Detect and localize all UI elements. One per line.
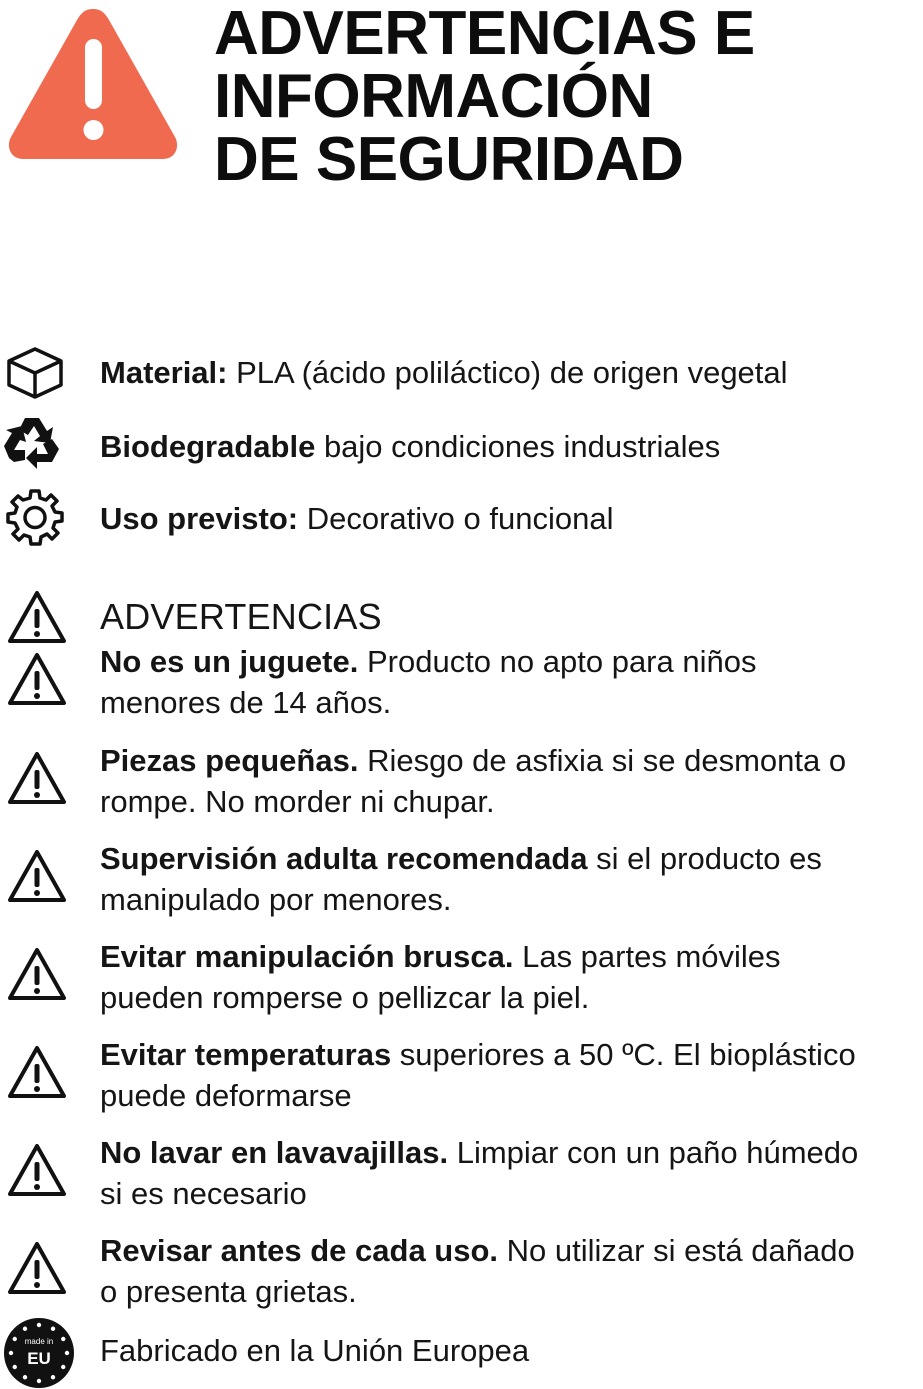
warning-text-continued: pueden romperse o pellizcar la piel. <box>100 980 590 1015</box>
badge-star <box>37 1323 41 1327</box>
recycle-icon <box>3 413 65 475</box>
badge-star <box>51 1327 55 1331</box>
warning-title: Evitar temperaturas <box>100 1037 392 1072</box>
warning-text: No utilizar si está dañado <box>498 1233 855 1268</box>
badge-star <box>65 1351 69 1355</box>
warning-text-continued: puede deformarse <box>100 1078 352 1113</box>
warning-item <box>100 838 822 920</box>
badge-star <box>61 1337 65 1341</box>
warning-item <box>100 641 756 723</box>
warning-item <box>100 936 781 1018</box>
warning-icon <box>6 1238 68 1300</box>
badge-star <box>23 1327 27 1331</box>
warning-icon <box>6 748 68 810</box>
warning-icon <box>6 944 68 1006</box>
footer-origin: Fabricado en la Unión Europea <box>100 1333 530 1368</box>
cube-icon <box>4 341 66 403</box>
warning-text-continued: rompe. No morder ni chupar. <box>100 784 495 819</box>
info-label: Material: <box>100 355 228 390</box>
hazard-warning-icon <box>5 3 181 163</box>
warning-title: Revisar antes de cada uso. <box>100 1233 499 1268</box>
info-value: bajo condiciones industriales <box>315 429 721 464</box>
warning-text: superiores a 50 ºC. El bioplástico <box>391 1037 856 1072</box>
warning-text-continued: manipulado por menores. <box>100 882 452 917</box>
badge-top-text: made in <box>24 1337 54 1346</box>
warning-text: Las partes móviles <box>513 939 781 974</box>
warning-icon <box>6 846 68 908</box>
warning-text: si el producto es <box>587 841 822 876</box>
warning-title: No es un juguete. <box>100 644 359 679</box>
badge-star <box>23 1375 27 1379</box>
title-line-1: ADVERTENCIAS E <box>214 0 755 68</box>
badge-star <box>61 1365 65 1369</box>
warnings-heading: ADVERTENCIAS <box>100 596 382 637</box>
info-label: Biodegradable <box>100 429 316 464</box>
info-row-usage <box>100 498 613 539</box>
warning-icon <box>6 587 68 649</box>
warning-text-continued: si es necesario <box>100 1176 307 1211</box>
warning-text-continued: o presenta grietas. <box>100 1274 357 1309</box>
gear-icon <box>4 487 66 549</box>
warning-text: Producto no apto para niños <box>358 644 757 679</box>
warning-title: No lavar en lavavajillas. <box>100 1135 449 1170</box>
warning-item <box>100 1230 855 1312</box>
warning-icon <box>6 649 68 711</box>
warning-icon <box>6 1042 68 1104</box>
info-label: Uso previsto: <box>100 501 299 536</box>
badge-star <box>9 1351 13 1355</box>
info-row-material <box>100 352 788 393</box>
warning-title: Evitar manipulación brusca. <box>100 939 514 974</box>
warning-item <box>100 1132 858 1214</box>
made-in-eu-badge-icon <box>3 1317 75 1389</box>
warning-title: Piezas pequeñas. <box>100 743 359 778</box>
badge-star <box>51 1375 55 1379</box>
badge-star <box>13 1365 17 1369</box>
warning-icon <box>6 1140 68 1202</box>
badge-star <box>37 1379 41 1383</box>
page-title <box>214 0 755 194</box>
info-row-biodegradable <box>100 426 720 467</box>
badge-main-text: EU <box>27 1349 51 1368</box>
warning-item <box>100 1034 856 1116</box>
info-value: PLA (ácido poliláctico) de origen vegetal <box>227 355 788 390</box>
warning-item <box>100 740 846 822</box>
warning-text: Riesgo de asfixia si se desmonta o <box>358 743 847 778</box>
warning-text: Limpiar con un paño húmedo <box>448 1135 859 1170</box>
title-line-2: INFORMACIÓN <box>214 62 653 131</box>
badge-star <box>13 1337 17 1341</box>
warning-text-continued: menores de 14 años. <box>100 685 392 720</box>
info-value: Decorativo o funcional <box>298 501 614 536</box>
warning-title: Supervisión adulta recomendada <box>100 841 588 876</box>
title-line-3: DE SEGURIDAD <box>214 125 684 194</box>
